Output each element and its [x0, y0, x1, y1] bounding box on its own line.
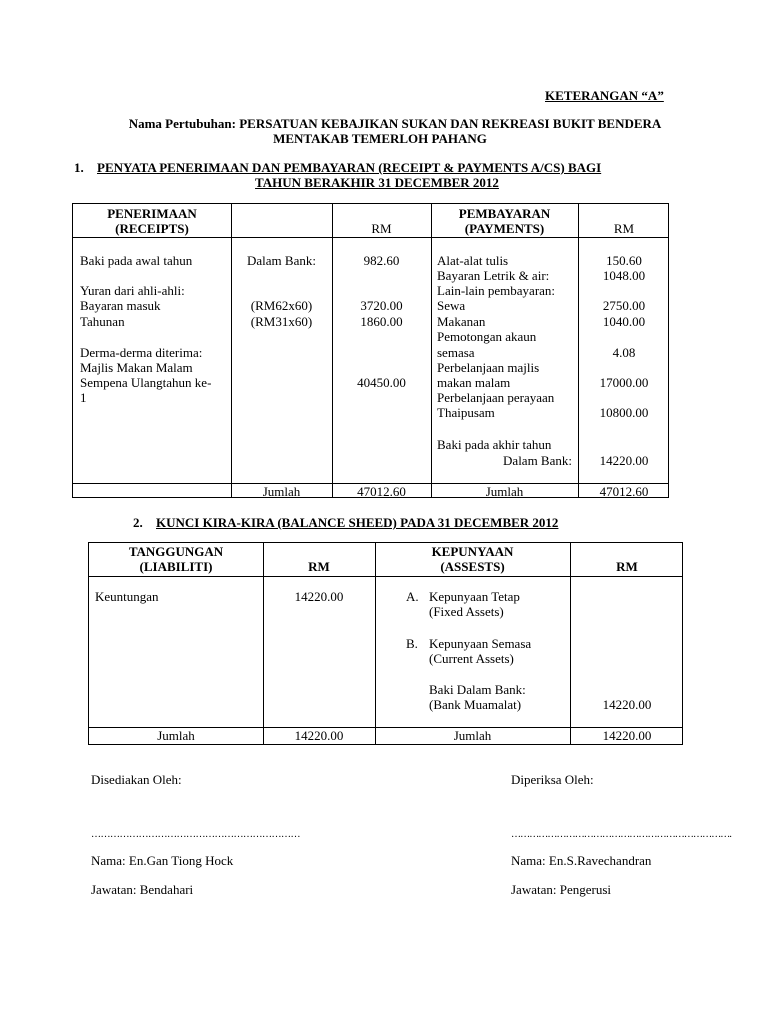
asset-bank-amount: 14220.00: [602, 697, 652, 712]
rm-header-right: RM: [616, 559, 638, 574]
receipt-donations: Derma-derma diterima:: [80, 345, 203, 360]
payment-account-deduction-line1: Pemotongan akaun: [437, 329, 537, 344]
payment-deduction-amount: 4.08: [612, 345, 636, 360]
payment-thaipusam-line1: Perbelanjaan perayaan: [437, 390, 555, 405]
payment-others: Lain-lain pembayaran:: [437, 283, 556, 298]
section1-title-year: TAHUN BERAKHIR 31 DECEMBER 2012: [255, 175, 499, 190]
asset-current-en: (Current Assets): [429, 651, 514, 666]
payments-total-amount: 47012.60: [599, 484, 649, 499]
document-label: KETERANGAN “A”: [545, 88, 664, 103]
preparer-position: Jawatan: Bendahari: [91, 882, 194, 897]
section2-title: KUNCI KIRA-KIRA (BALANCE SHEED) PADA 31 DECEMBER 2012: [156, 515, 559, 530]
payment-utilities-amount: 1048.00: [602, 268, 646, 283]
receipt-annual-calc: (RM31x60): [250, 314, 313, 329]
payment-dinner-line1: Perbelanjaan majlis: [437, 360, 540, 375]
asset-bank-balance: Baki Dalam Bank:: [429, 682, 526, 697]
payment-account-deduction-line2: semasa: [437, 345, 475, 360]
liabilities-total-amount: 14220.00: [294, 728, 344, 743]
asset-b-marker: B.: [406, 636, 418, 651]
liabilities-total-label: Jumlah: [157, 728, 195, 743]
receipt-entrance-fee: Bayaran masuk: [80, 298, 161, 313]
rm-header-left: RM: [371, 221, 392, 236]
liabilities-header: TANGGUNGAN (LIABILITI): [128, 544, 224, 574]
payment-rent: Sewa: [437, 298, 466, 313]
balance-sheet-table: [88, 542, 683, 745]
payment-closing-amount: 14220.00: [599, 453, 649, 468]
receipts-total-label: Jumlah: [262, 484, 301, 499]
receipts-total-amount: 47012.60: [357, 484, 406, 499]
payment-stationery: Alat-alat tulis: [437, 253, 509, 268]
receipt-opening-balance: Baki pada awal tahun: [80, 253, 193, 268]
checker-position: Jawatan: Pengerusi: [511, 882, 612, 897]
receipt-dinner-line1: Majlis Makan Malam: [80, 360, 193, 375]
payments-total-label: Jumlah: [485, 484, 524, 499]
checked-by-label: Diperiksa Oleh:: [511, 772, 594, 787]
payment-thaipusam-amount: 10800.00: [599, 405, 649, 420]
receipts-header: PENERIMAAN (RECEIPTS): [107, 206, 197, 236]
asset-bank-name: (Bank Muamalat): [429, 697, 522, 712]
section1-number: 1.: [74, 160, 84, 175]
preparer-name: Nama: En.Gan Tiong Hock: [91, 853, 234, 868]
receipt-member-fees: Yuran dari ahli-ahli:: [80, 283, 185, 298]
rm-header-right: RM: [613, 221, 635, 236]
asset-fixed: Kepunyaan Tetap: [429, 589, 520, 604]
payment-dinner-amount: 17000.00: [599, 375, 649, 390]
receipts-payments-table: [72, 203, 669, 498]
payment-closing-balance: Baki pada akhir tahun: [437, 437, 552, 452]
section2-number: 2.: [133, 515, 143, 530]
asset-a-marker: A.: [406, 589, 419, 604]
payment-rent-amount: 2750.00: [602, 298, 646, 313]
receipt-annual-amount: 1860.00: [360, 314, 403, 329]
organization-location: MENTAKAB TEMERLOH PAHANG: [273, 131, 487, 146]
checker-name: Nama: En.S.Ravechandran: [511, 853, 652, 868]
payment-dinner-line2: makan malam: [437, 375, 511, 390]
asset-current: Kepunyaan Semasa: [429, 636, 532, 651]
payment-utilities: Bayaran Letrik & air:: [437, 268, 550, 283]
section1-title: PENYATA PENERIMAAN DAN PEMBAYARAN (RECEIPT & PAYMENTS A/CS) BAGI: [97, 160, 602, 175]
receipt-dinner-line3: 1: [80, 390, 87, 405]
assets-header: KEPUNYAAN (ASSESTS): [431, 544, 514, 574]
payment-stationery-amount: 150.60: [606, 253, 642, 268]
receipt-entrance-calc: (RM62x60): [250, 298, 313, 313]
assets-total-label: Jumlah: [453, 728, 492, 743]
asset-fixed-en: (Fixed Assets): [429, 604, 504, 619]
liability-profit: Keuntungan: [95, 589, 159, 604]
rm-header-left: RM: [308, 559, 330, 574]
payment-food: Makanan: [437, 314, 486, 329]
payment-thaipusam-line2: Thaipusam: [437, 405, 495, 420]
payment-closing-in-bank: Dalam Bank:: [503, 453, 572, 468]
liability-profit-amount: 14220.00: [294, 589, 344, 604]
receipt-entrance-amount: 3720.00: [360, 298, 403, 313]
receipt-in-bank: Dalam Bank:: [247, 253, 316, 268]
receipt-dinner-amount: 40450.00: [357, 375, 406, 390]
receipt-opening-amount: 982.60: [363, 253, 400, 268]
prepared-by-label: Disediakan Oleh:: [91, 772, 182, 787]
signature-line-right: ……………………………………………………………….: [511, 829, 732, 840]
organization-name: Nama Pertubuhan: PERSATUAN KEBAJIKAN SUKAN DAN REKREASI BUKIT BENDERA: [128, 116, 662, 131]
receipt-annual-fee: Tahunan: [80, 314, 125, 329]
payments-header: PEMBAYARAN (PAYMENTS): [458, 206, 551, 236]
assets-total-amount: 14220.00: [602, 728, 652, 743]
signature-line-left: …………………………………………………………: [91, 829, 300, 840]
receipt-dinner-line2: Sempena Ulangtahun ke-: [80, 375, 212, 390]
payment-food-amount: 1040.00: [602, 314, 646, 329]
